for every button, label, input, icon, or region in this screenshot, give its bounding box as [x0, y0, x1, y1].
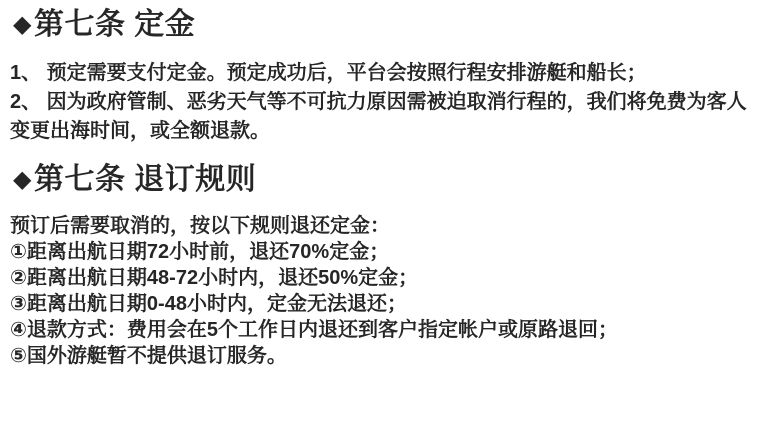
deposit-clause-1: 1、 预定需要支付定金。预定成功后，平台会按照行程安排游艇和船长；	[10, 62, 647, 84]
section-deposit	[0, 0, 770, 146]
refund-intro: 预订后需要取消的，按以下规则退还定金：	[10, 215, 390, 237]
deposit-clause-2: 2、 因为政府管制、恶劣天气等不可抗力原因需被迫取消行程的，我们将免费为客人变更出海时间，或全额退款。	[10, 91, 747, 142]
refund-rule-2: ②距离出航日期48-72小时内，退还50%定金；	[10, 267, 419, 289]
refund-section-heading-text: 第七条 退订规则	[33, 163, 257, 196]
refund-rule-1: ①距离出航日期72小时前，退还70%定金；	[10, 241, 390, 263]
refund-rule-4: ④退款方式：费用会在5个工作日内退还到客户指定帐户或原路退回；	[10, 319, 619, 341]
diamond-bullet-icon: ◆	[13, 166, 32, 193]
deposit-section-heading-text: 第七条 定金	[33, 8, 196, 41]
refund-section-heading	[13, 163, 770, 197]
refund-rule-3: ③距离出航日期0-48小时内，定金无法退还；	[10, 293, 407, 315]
refund-rule-5: ⑤国外游艇暂不提供退订服务。	[10, 345, 287, 367]
diamond-bullet-icon: ◆	[13, 11, 32, 38]
section-refund-rules	[0, 163, 770, 369]
deposit-section-heading	[13, 0, 770, 42]
